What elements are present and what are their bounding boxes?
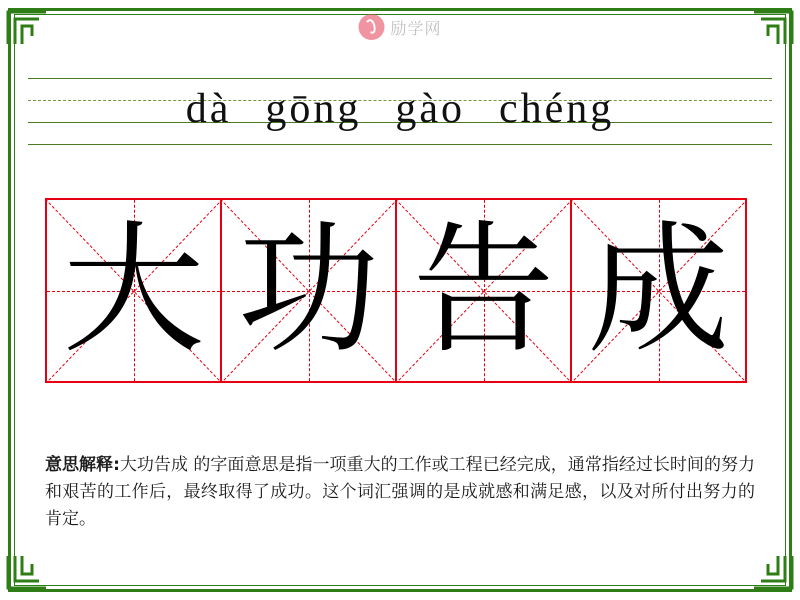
tianzige-cell (45, 198, 222, 383)
character-grid (45, 198, 745, 383)
pinyin-syllable: gōng (265, 86, 362, 132)
tianzige-cell (570, 198, 747, 383)
pinyin-syllable: chéng (499, 86, 615, 132)
pinyin-syllable: dà (185, 86, 232, 132)
hanzi-character: 大 (62, 207, 205, 373)
site-watermark (358, 14, 441, 40)
corner-ornament-icon (748, 554, 794, 594)
pinyin-syllable: gào (395, 86, 465, 132)
flame-badge-icon (358, 14, 384, 40)
pinyin-row (28, 78, 772, 144)
hanzi-character: 功 (237, 207, 380, 373)
watermark-label: 励学网 (390, 18, 442, 38)
pinyin-staff (28, 78, 772, 144)
explanation-text: 大功告成 的字面意思是指一项重大的工作或工程已经完成，通常指经过长时间的努力和艰苦的工作后，最终取得了成功。这个词汇强调的是成就感和满足感，以及对所付出努力的肯定。 (45, 455, 755, 529)
hanzi-character: 成 (587, 207, 730, 373)
explanation-label: 意思解释: (45, 455, 120, 475)
explanation-block (45, 452, 755, 533)
corner-ornament-icon (6, 6, 52, 46)
staff-line-bottom (28, 144, 772, 145)
tianzige-cell (395, 198, 572, 383)
hanzi-character: 告 (412, 207, 555, 373)
corner-ornament-icon (6, 554, 52, 594)
tianzige-cell (220, 198, 397, 383)
corner-ornament-icon (748, 6, 794, 46)
